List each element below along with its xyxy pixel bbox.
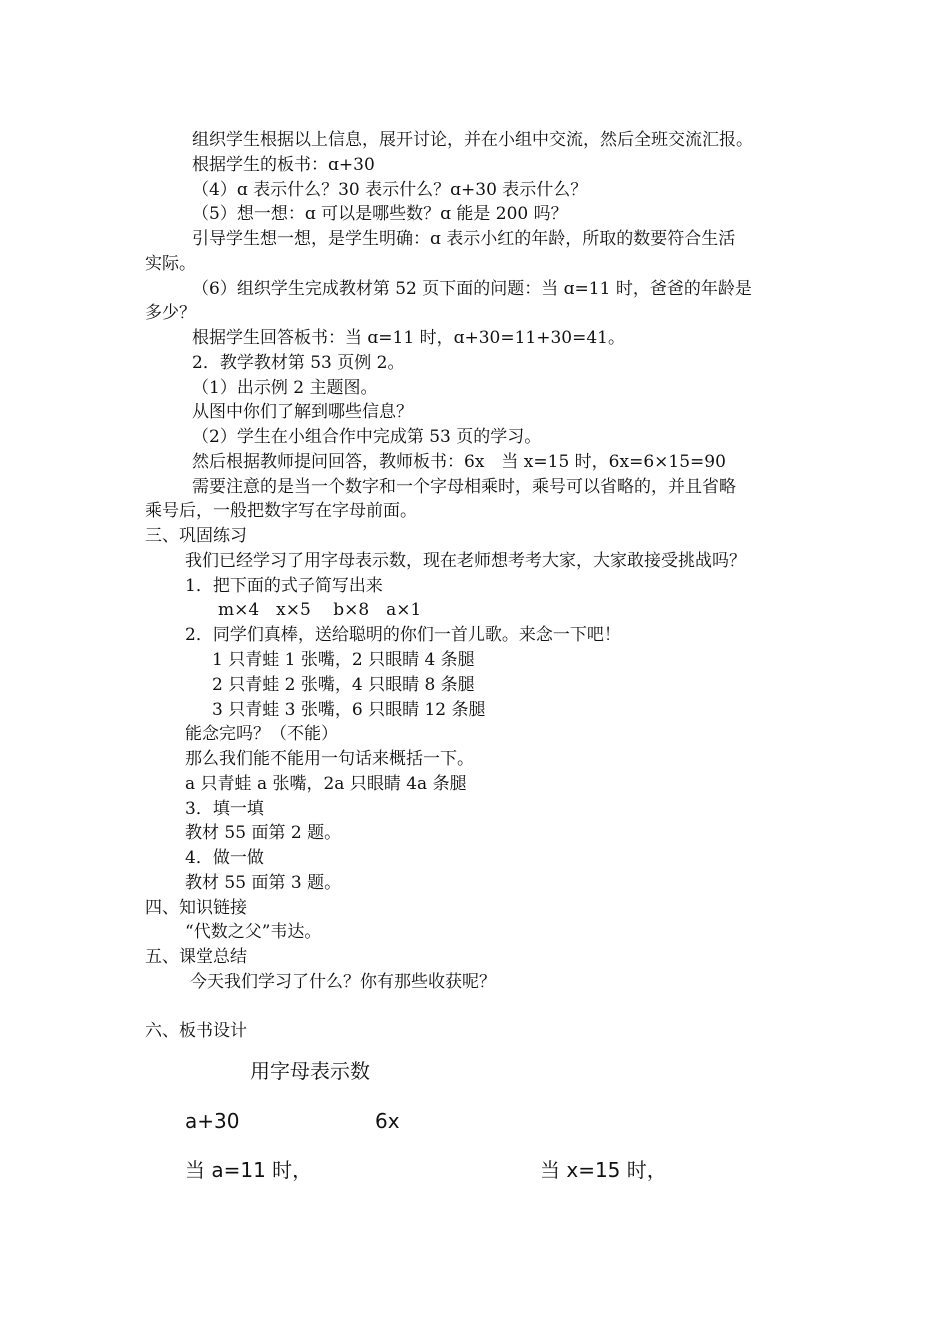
paragraph-line: （6）组织学生完成教材第 52 页下面的问题：当 ɑ=11 时，爸爸的年龄是	[192, 279, 752, 299]
paragraph-line: 能念完吗？（不能）	[185, 724, 338, 744]
paragraph-line: 1 只青蛙 1 张嘴，2 只眼睛 4 条腿	[212, 650, 475, 670]
paragraph-line: （5）想一想：ɑ 可以是哪些数？ɑ 能是 200 吗？	[192, 204, 568, 224]
paragraph-line: 今天我们学习了什么？你有那些收获呢？	[190, 972, 496, 992]
paragraph-line: “代数之父”韦达。	[185, 922, 322, 942]
section-heading: 五、课堂总结	[145, 947, 247, 967]
paragraph-line: 乘号后，一般把数字写在字母前面。	[145, 501, 417, 521]
paragraph-line: 2．教学教材第 53 页例 2。	[192, 353, 405, 373]
paragraph-line: 从图中你们了解到哪些信息？	[192, 402, 413, 422]
board-expression-left: a+30	[185, 1109, 240, 1133]
paragraph-line: 3 只青蛙 3 张嘴，6 只眼睛 12 条腿	[212, 700, 486, 720]
board-title: 用字母表示数	[250, 1059, 370, 1083]
paragraph-line: 然后根据教师提问回答，教师板书：6x 当 x=15 时，6x=6×15=90	[192, 452, 726, 472]
paragraph-line: （4）ɑ 表示什么？30 表示什么？ɑ+30 表示什么？	[192, 180, 588, 200]
paragraph-line: 根据学生回答板书：当 ɑ=11 时，ɑ+30=11+30=41。	[192, 328, 625, 348]
paragraph-line: 组织学生根据以上信息，展开讨论，并在小组中交流，然后全班交流汇报。	[192, 130, 753, 150]
board-condition-left: 当 a=11 时，	[185, 1158, 313, 1182]
board-condition-right: 当 x=15 时，	[540, 1158, 667, 1182]
paragraph-line: a 只青蛙 a 张嘴，2a 只眼睛 4a 条腿	[185, 774, 467, 794]
paragraph-line: 3．填一填	[185, 799, 264, 819]
paragraph-line: 那么我们能不能用一句话来概括一下。	[185, 749, 474, 769]
paragraph-line: 2．同学们真棒，送给聪明的你们一首儿歌。来念一下吧！	[185, 625, 621, 645]
section-heading: 四、知识链接	[145, 898, 247, 918]
paragraph-line: 1．把下面的式子简写出来	[185, 576, 383, 596]
paragraph-line: 4．做一做	[185, 848, 264, 868]
paragraph-line: （1）出示例 2 主题图。	[192, 378, 378, 398]
section-heading: 六、板书设计	[145, 1021, 247, 1041]
paragraph-line: 引导学生想一想，是学生明确：ɑ 表示小红的年龄，所取的数要符合生活	[192, 229, 736, 249]
board-expression-right: 6x	[375, 1109, 400, 1133]
paragraph-line: 多少？	[145, 303, 196, 323]
paragraph-line: （2）学生在小组合作中完成第 53 页的学习。	[192, 427, 542, 447]
paragraph-line: 实际。	[145, 254, 196, 274]
section-heading: 三、巩固练习	[145, 526, 247, 546]
paragraph-line: 教材 55 面第 3 题。	[185, 873, 342, 893]
paragraph-line: m×4 x×5 b×8 a×1	[218, 600, 422, 620]
paragraph-line: 我们已经学习了用字母表示数，现在老师想考考大家，大家敢接受挑战吗？	[185, 551, 746, 571]
paragraph-line: 根据学生的板书：ɑ+30	[192, 155, 375, 175]
paragraph-line: 教材 55 面第 2 题。	[185, 823, 342, 843]
paragraph-line: 2 只青蛙 2 张嘴，4 只眼睛 8 条腿	[212, 675, 475, 695]
paragraph-line: 需要注意的是当一个数字和一个字母相乘时，乘号可以省略的，并且省略	[192, 477, 736, 497]
